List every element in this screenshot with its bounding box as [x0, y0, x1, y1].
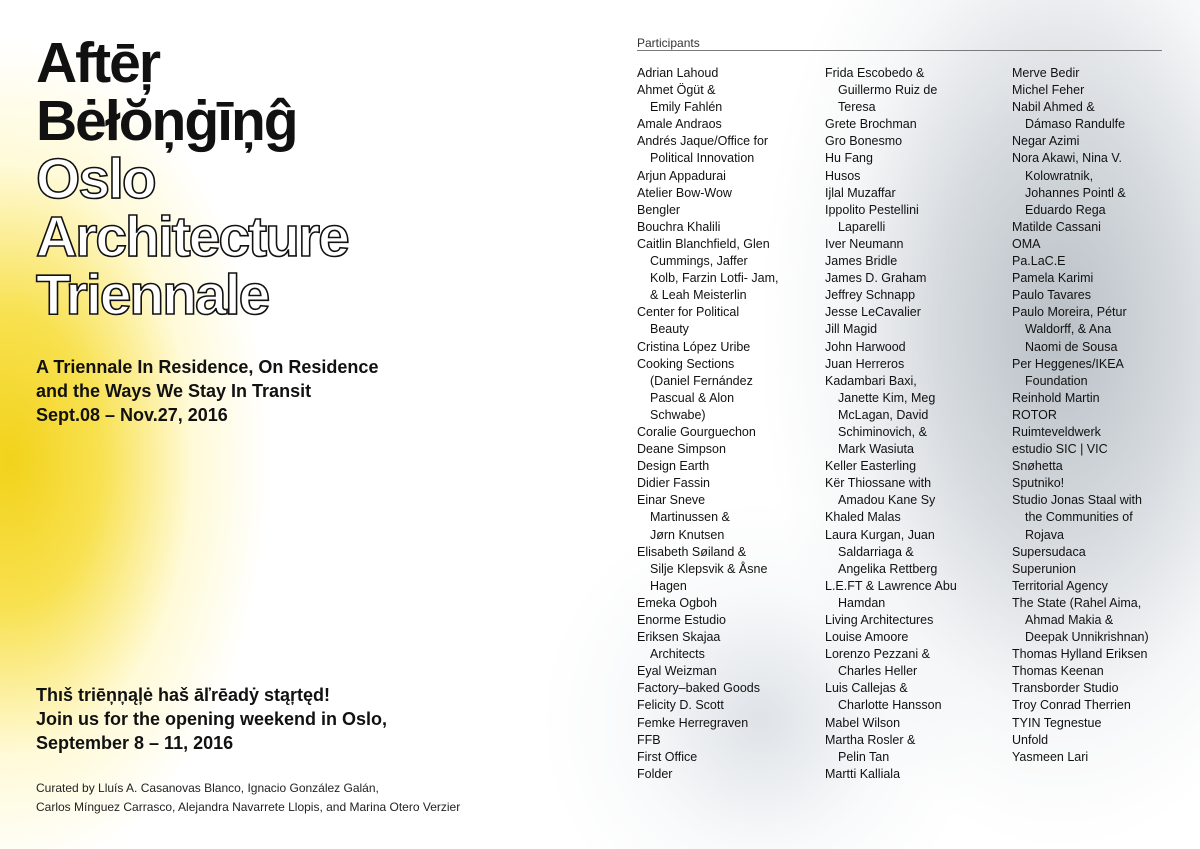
- participant-entry: [825, 373, 1005, 458]
- participant-name-line: Jørn Knutsen: [650, 527, 725, 542]
- participant-name-line: Deane Simpson: [637, 442, 726, 457]
- participant-name-line: Emily Fahlén: [650, 100, 723, 115]
- participant-name-line: Yasmeen Lari: [1012, 749, 1089, 764]
- participant-entry: [1012, 99, 1192, 133]
- participant-entry: [825, 236, 1005, 253]
- participant-entry: [1012, 150, 1192, 218]
- participant-name-line: Waldorff, & Ana: [1025, 322, 1112, 337]
- participant-entry: [1012, 304, 1192, 355]
- participant-entry: [637, 629, 817, 663]
- participant-entry: [1012, 697, 1192, 714]
- participant-entry: [1012, 219, 1192, 236]
- participant-entry: [637, 492, 817, 543]
- participant-entry: [637, 116, 817, 133]
- participant-entry: [637, 441, 817, 458]
- participant-entry: [637, 612, 817, 629]
- participant-entry: [825, 150, 1005, 167]
- participant-name-line: Charlotte Hansson: [838, 698, 942, 713]
- participant-entry: [825, 629, 1005, 646]
- participant-entry: [637, 424, 817, 441]
- participant-name-line: Folder: [637, 766, 673, 781]
- participant-entry: [825, 578, 1005, 612]
- participant-entry: [1012, 492, 1192, 543]
- participant-entry: [1012, 732, 1192, 749]
- participant-name-line: Felicity D. Scott: [637, 698, 724, 713]
- participant-name-line: Deepak Unnikrishnan): [1025, 630, 1149, 645]
- participant-name-line: Hagen: [650, 578, 687, 593]
- participant-name-line: Bouchra Khalili: [637, 219, 721, 234]
- participant-name-line: estudio SIC | VIC: [1012, 442, 1108, 457]
- participant-entry: [825, 715, 1005, 732]
- participant-name-line: Nora Akawi, Nina V.: [1012, 151, 1123, 166]
- participant-entry: [825, 321, 1005, 338]
- participant-name-line: Naomi de Sousa: [1025, 339, 1118, 354]
- participant-name-line: Transborder Studio: [1012, 681, 1119, 696]
- participant-entry: [637, 219, 817, 236]
- participant-entry: [637, 185, 817, 202]
- participant-name-line: Thomas Keenan: [1012, 664, 1104, 679]
- participant-name-line: Amadou Kane Sy: [838, 493, 936, 508]
- participant-name-line: Luis Callejas &: [825, 681, 908, 696]
- participant-name-line: Studio Jonas Staal with: [1012, 493, 1142, 508]
- participant-name-line: Foundation: [1025, 373, 1088, 388]
- participant-name-line: Amale Andraos: [637, 117, 722, 132]
- participant-name-line: Center for Political: [637, 305, 740, 320]
- participant-name-line: James Bridle: [825, 254, 898, 269]
- announcement-dates: September 8 – 11, 2016: [36, 733, 234, 753]
- participant-entry: [1012, 663, 1192, 680]
- participant-entry: [1012, 270, 1192, 287]
- opening-announcement: [36, 683, 506, 755]
- participant-entry: [1012, 133, 1192, 150]
- participant-entry: [637, 168, 817, 185]
- participant-name-line: Iver Neumann: [825, 236, 904, 251]
- title-line-belonging: Bėłŏņġīņĝ: [36, 89, 297, 153]
- participant-name-line: Kolowratnik,: [1025, 168, 1094, 183]
- participant-name-line: James D. Graham: [825, 271, 927, 286]
- participant-entry: [637, 697, 817, 714]
- participant-name-line: Arjun Appadurai: [637, 168, 726, 183]
- participant-name-line: Femke Herregraven: [637, 715, 749, 730]
- participant-name-line: Cristina López Uribe: [637, 339, 751, 354]
- participant-name-line: Mabel Wilson: [825, 715, 901, 730]
- participant-name-line: Frida Escobedo &: [825, 66, 925, 80]
- participant-name-line: Kolb, Farzin Lotfi- Jam,: [650, 271, 779, 286]
- participant-name-line: Unfold: [1012, 732, 1049, 747]
- participant-name-line: Schiminovich, &: [838, 424, 927, 439]
- participant-name-line: Merve Bedir: [1012, 66, 1080, 80]
- participant-entry: [637, 766, 817, 783]
- participant-entry: [637, 65, 817, 82]
- subtitle-line: A Triennale In Residence, On Residence: [36, 357, 379, 377]
- participant-name-line: Matilde Cassani: [1012, 219, 1101, 234]
- participant-name-line: McLagan, David: [838, 407, 929, 422]
- participants-column-2: [825, 65, 1005, 783]
- participant-entry: [1012, 544, 1192, 561]
- participant-name-line: Ahmad Makia &: [1025, 613, 1114, 627]
- participant-entry: [1012, 390, 1192, 407]
- participant-entry: [637, 236, 817, 304]
- participant-name-line: Andrés Jaque/Office for: [637, 134, 769, 149]
- participant-entry: [637, 339, 817, 356]
- participant-entry: [825, 475, 1005, 509]
- participant-name-line: Schwabe): [650, 407, 706, 422]
- participant-entry: [1012, 356, 1192, 390]
- subtitle-dates: Sept.08 – Nov.27, 2016: [36, 405, 228, 425]
- participant-name-line: Pascual & Alon: [650, 390, 735, 405]
- participant-entry: [637, 544, 817, 595]
- title-block: [36, 31, 556, 327]
- participant-name-line: TYIN Tegnestue: [1012, 715, 1102, 730]
- participant-name-line: the Communities of: [1025, 510, 1133, 525]
- participants-divider: [637, 50, 1162, 51]
- participant-name-line: Thomas Hylland Eriksen: [1012, 647, 1148, 662]
- participant-name-line: John Harwood: [825, 339, 906, 354]
- participant-name-line: Eriksen Skajaa: [637, 630, 721, 645]
- participant-name-line: Factory–baked Goods: [637, 681, 760, 696]
- participant-name-line: Paulo Moreira, Pétur: [1012, 305, 1127, 320]
- participant-entry: [637, 749, 817, 766]
- participant-name-line: Didier Fassin: [637, 476, 710, 491]
- participant-name-line: Angelika Rettberg: [838, 561, 938, 576]
- credits-line: Carlos Mínguez Carrasco, Alejandra Navarrete Llopis, and Marina Otero Verzier: [36, 800, 461, 814]
- participant-name-line: Charles Heller: [838, 664, 918, 679]
- participant-name-line: Ahmet Ögüt &: [637, 83, 716, 98]
- participant-name-line: Silje Klepsvik & Åsne: [650, 561, 768, 576]
- participant-name-line: Caitlin Blanchfield, Glen: [637, 236, 770, 251]
- participant-name-line: Nabil Ahmed &: [1012, 100, 1095, 115]
- participant-name-line: Bengler: [637, 202, 681, 217]
- participant-name-line: Design Earth: [637, 459, 710, 474]
- participant-name-line: Jill Magid: [825, 322, 878, 337]
- participant-name-line: Hu Fang: [825, 151, 873, 166]
- participant-name-line: Eduardo Rega: [1025, 202, 1106, 217]
- participant-entry: [825, 680, 1005, 714]
- participant-name-line: Teresa: [838, 100, 876, 115]
- participant-name-line: Sputniko!: [1012, 476, 1065, 491]
- participant-entry: [637, 732, 817, 749]
- participant-entry: [1012, 680, 1192, 697]
- participant-name-line: Architects: [650, 647, 705, 662]
- title-line-architecture: Architecture: [36, 205, 348, 269]
- participant-entry: [637, 475, 817, 492]
- participant-name-line: FFB: [637, 732, 661, 747]
- participant-name-line: Atelier Bow-Wow: [637, 185, 732, 200]
- participant-name-line: Laura Kurgan, Juan: [825, 527, 935, 542]
- participant-entry: [825, 356, 1005, 373]
- participant-entry: [637, 82, 817, 116]
- participant-name-line: (Daniel Fernández: [650, 373, 753, 388]
- participant-entry: [825, 732, 1005, 766]
- participant-entry: [1012, 578, 1192, 595]
- participant-name-line: Dámaso Randulfe: [1025, 117, 1126, 132]
- participant-name-line: Enorme Estudio: [637, 613, 726, 627]
- participant-entry: [825, 116, 1005, 133]
- participant-name-line: Cooking Sections: [637, 356, 735, 371]
- participant-name-line: Troy Conrad Therrien: [1012, 698, 1131, 713]
- participant-name-line: Louise Amoore: [825, 630, 909, 645]
- participant-entry: [637, 663, 817, 680]
- participant-entry: [825, 612, 1005, 629]
- participants-label: Participants: [637, 36, 700, 50]
- participant-name-line: Pelin Tan: [838, 749, 890, 764]
- participants-column-3: [1012, 65, 1192, 766]
- participant-name-line: Lorenzo Pezzani &: [825, 647, 930, 662]
- participant-name-line: Emeka Ogboh: [637, 595, 717, 610]
- participant-name-line: Jeffrey Schnapp: [825, 288, 916, 303]
- participant-entry: [637, 133, 817, 167]
- participant-name-line: Ruimteveldwerk: [1012, 424, 1101, 439]
- participant-name-line: Per Heggenes/IKEA: [1012, 356, 1124, 371]
- participant-name-line: Beauty: [650, 322, 689, 337]
- participant-name-line: Paulo Tavares: [1012, 288, 1091, 303]
- curator-credits: [36, 779, 556, 817]
- participant-name-line: Pamela Karimi: [1012, 271, 1094, 286]
- participant-entry: [637, 356, 817, 424]
- participants-column-1: [637, 65, 817, 783]
- participant-entry: [1012, 715, 1192, 732]
- participant-name-line: OMA: [1012, 236, 1041, 251]
- participant-name-line: Kër Thiossane with: [825, 476, 932, 491]
- participant-entry: [1012, 407, 1192, 424]
- participant-entry: [1012, 595, 1192, 646]
- participant-name-line: Guillermo Ruiz de: [838, 83, 938, 98]
- participant-name-line: Saldarriaga &: [838, 544, 914, 559]
- participant-name-line: Cummings, Jaffer: [650, 254, 748, 269]
- participant-name-line: Ijlal Muzaffar: [825, 185, 896, 200]
- participant-name-line: Snøhetta: [1012, 459, 1063, 474]
- participant-name-line: Mark Wasiuta: [838, 442, 914, 457]
- participant-name-line: Martha Rosler &: [825, 732, 916, 747]
- participant-name-line: Juan Herreros: [825, 356, 905, 371]
- participant-entry: [1012, 646, 1192, 663]
- participant-name-line: Janette Kim, Meg: [838, 390, 936, 405]
- participant-name-line: & Leah Meisterlin: [650, 288, 747, 303]
- participant-name-line: Eyal Weizman: [637, 664, 717, 679]
- title-line-triennale: Triennale: [36, 263, 269, 327]
- participant-name-line: The State (Rahel Aima,: [1012, 595, 1142, 610]
- participant-entry: [825, 339, 1005, 356]
- participant-entry: [1012, 65, 1192, 82]
- participant-name-line: Grete Brochman: [825, 117, 917, 132]
- participant-name-line: Living Architectures: [825, 613, 934, 627]
- subtitle-line: and the Ways We Stay In Transit: [36, 381, 312, 401]
- participant-name-line: Coralie Gourguechon: [637, 424, 756, 439]
- participant-entry: [1012, 458, 1192, 475]
- participant-entry: [1012, 561, 1192, 578]
- participant-name-line: Einar Sneve: [637, 493, 706, 508]
- participant-name-line: L.E.FT & Lawrence Abu: [825, 578, 957, 593]
- participant-entry: [1012, 82, 1192, 99]
- participant-entry: [637, 304, 817, 338]
- participant-name-line: Political Innovation: [650, 151, 755, 166]
- participant-entry: [1012, 236, 1192, 253]
- participant-entry: [637, 715, 817, 732]
- participant-entry: [1012, 424, 1192, 441]
- participant-entry: [637, 680, 817, 697]
- participant-name-line: Pa.LaC.E: [1012, 254, 1066, 269]
- participant-name-line: Keller Easterling: [825, 459, 917, 474]
- participant-entry: [1012, 475, 1192, 492]
- participant-name-line: Gro Bonesmo: [825, 134, 903, 149]
- participant-name-line: Territorial Agency: [1012, 578, 1108, 593]
- subtitle: [36, 355, 496, 427]
- participant-name-line: Husos: [825, 168, 861, 183]
- participant-name-line: Reinhold Martin: [1012, 390, 1100, 405]
- participant-name-line: Superunion: [1012, 561, 1076, 576]
- participant-name-line: Elisabeth Søiland &: [637, 544, 747, 559]
- participant-entry: [825, 253, 1005, 270]
- participant-entry: [825, 202, 1005, 236]
- participant-name-line: Laparelli: [838, 219, 886, 234]
- participant-name-line: Kadambari Baxi,: [825, 373, 917, 388]
- participant-name-line: ROTOR: [1012, 407, 1057, 422]
- participant-entry: [825, 168, 1005, 185]
- participant-entry: [825, 509, 1005, 526]
- participant-entry: [1012, 253, 1192, 270]
- participant-entry: [825, 304, 1005, 321]
- participant-name-line: Supersudaca: [1012, 544, 1086, 559]
- participant-entry: [825, 646, 1005, 680]
- participant-name-line: First Office: [637, 749, 698, 764]
- participant-entry: [637, 202, 817, 219]
- participant-entry: [1012, 749, 1192, 766]
- participant-name-line: Johannes Pointl &: [1025, 185, 1126, 200]
- participant-name-line: Negar Azimi: [1012, 134, 1080, 149]
- participant-entry: [825, 185, 1005, 202]
- participant-entry: [637, 595, 817, 612]
- participant-entry: [825, 133, 1005, 150]
- participant-name-line: Khaled Malas: [825, 510, 901, 525]
- participant-name-line: Michel Feher: [1012, 83, 1085, 98]
- credits-line: Curated by Lluís A. Casanovas Blanco, Ignacio González Galán,: [36, 781, 379, 795]
- participant-name-line: Rojava: [1025, 527, 1064, 542]
- participant-entry: [1012, 441, 1192, 458]
- participant-entry: [1012, 287, 1192, 304]
- title-line-oslo: Oslo: [36, 147, 155, 211]
- announcement-line: Thıš triēņņąļė haš āľrēadẏ stąŗtęd!: [36, 685, 331, 705]
- participant-entry: [825, 65, 1005, 116]
- participant-name-line: Jesse LeCavalier: [825, 305, 921, 320]
- title-line-after: Aftēŗ: [36, 31, 160, 95]
- participant-entry: [825, 270, 1005, 287]
- participant-entry: [825, 766, 1005, 783]
- participant-entry: [825, 527, 1005, 578]
- participant-name-line: Hamdan: [838, 595, 886, 610]
- participant-name-line: Adrian Lahoud: [637, 66, 719, 80]
- participant-name-line: Martti Kalliala: [825, 766, 901, 781]
- participant-name-line: Ippolito Pestellini: [825, 202, 919, 217]
- participant-entry: [637, 458, 817, 475]
- participant-entry: [825, 458, 1005, 475]
- participant-entry: [825, 287, 1005, 304]
- announcement-line: Join us for the opening weekend in Oslo,: [36, 709, 388, 729]
- participant-name-line: Martinussen &: [650, 510, 730, 525]
